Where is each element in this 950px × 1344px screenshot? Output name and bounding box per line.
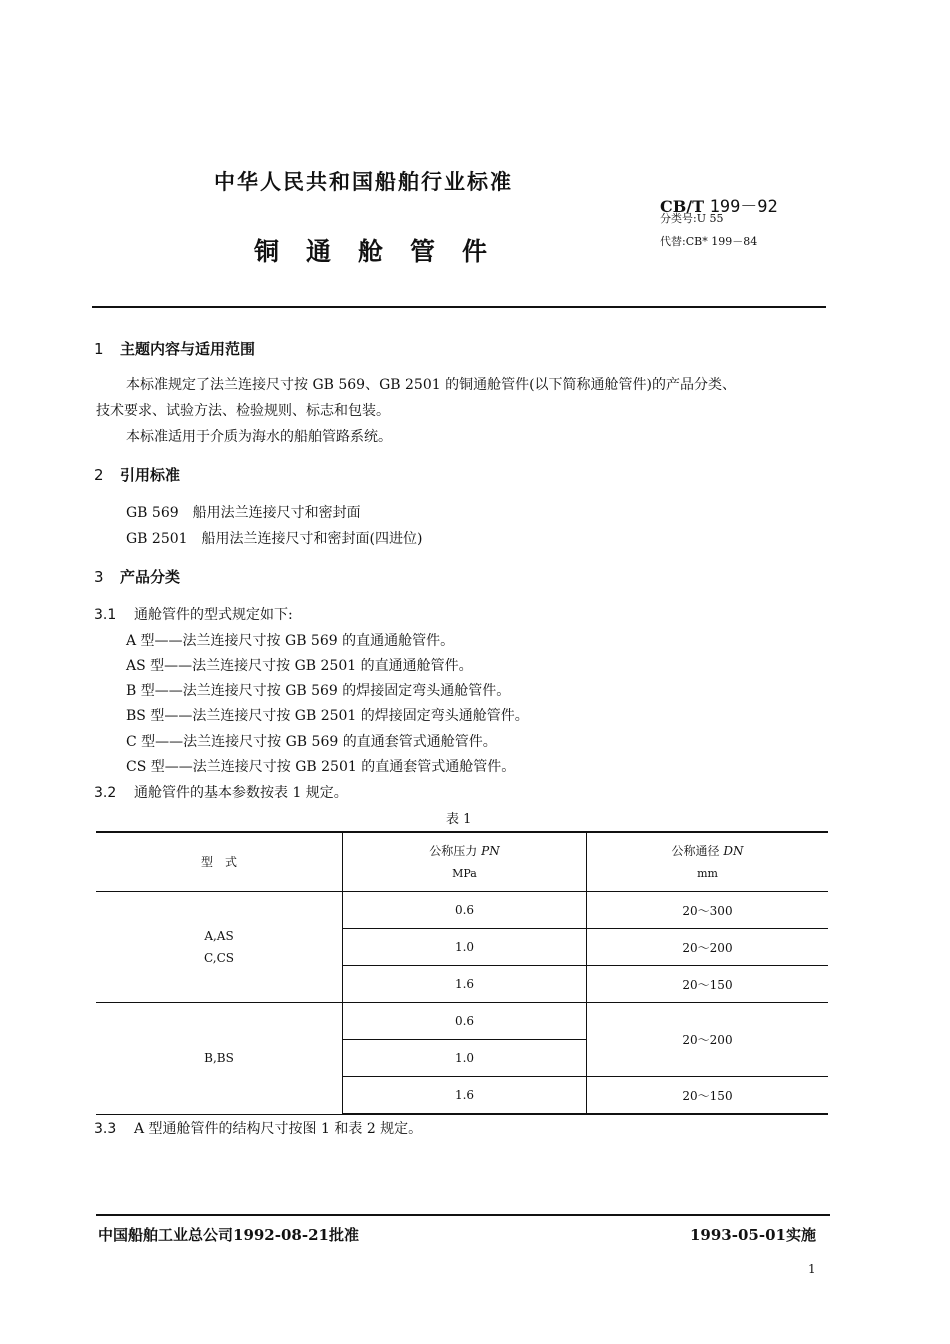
type-a: A 型——法兰连接尺寸按 GB 569 的直通通舱管件。	[126, 633, 455, 649]
table-row	[96, 892, 828, 929]
section-1-number: 1	[94, 340, 104, 358]
header-pressure-label: 公称压力	[429, 843, 478, 858]
header-pressure-symbol: PN	[481, 843, 500, 858]
type-cs: CS 型——法兰连接尺寸按 GB 2501 的直通套管式通舱管件。	[126, 759, 516, 775]
section-3-title: 产品分类	[120, 568, 181, 586]
type-group-line-2: C,CS	[204, 951, 234, 965]
document-title: 铜通舱管件	[254, 237, 515, 266]
clause-3-2-text: 通舱管件的基本参数按表 1 规定。	[134, 785, 348, 801]
footer-rule	[96, 1214, 830, 1216]
type-b: B 型——法兰连接尺寸按 GB 569 的焊接固定弯头通舱管件。	[126, 683, 511, 699]
section-1-paragraph-2: 本标准适用于介质为海水的船舶管路系统。	[126, 429, 392, 445]
diameter-cell: 20～150	[587, 966, 829, 1003]
pressure-cell: 1.0	[343, 929, 587, 966]
diameter-cell: 20～150	[587, 1077, 829, 1115]
header-diameter	[587, 832, 829, 892]
type-group-b-bs: B,BS	[96, 1003, 343, 1115]
classification-number: 分类号:U 55	[660, 212, 724, 225]
pressure-cell: 0.6	[343, 892, 587, 929]
header-type: 型 式	[96, 832, 343, 892]
clause-3-1-number: 3.1	[94, 607, 117, 623]
type-c: C 型——法兰连接尺寸按 GB 569 的直通套管式通舱管件。	[126, 734, 497, 750]
clause-3-2	[94, 782, 348, 802]
pressure-cell: 0.6	[343, 1003, 587, 1040]
section-1-paragraph-1a: 本标准规定了法兰连接尺寸按 GB 569、GB 2501 的铜通舱管件(以下简称通舱管件)的产品分类、	[126, 377, 737, 393]
section-2-title: 引用标准	[120, 466, 181, 484]
implementation-date: 1993-05-01实施	[690, 1226, 816, 1244]
parameter-table	[96, 831, 828, 1115]
header-diameter-unit: mm	[697, 866, 718, 880]
pressure-cell: 1.0	[343, 1040, 587, 1077]
approval-line: 中国船舶工业总公司1992-08-21批准	[98, 1226, 359, 1244]
table-row	[96, 1003, 828, 1040]
section-1-heading	[94, 338, 255, 359]
type-bs: BS 型——法兰连接尺寸按 GB 2501 的焊接固定弯头通舱管件。	[126, 708, 529, 724]
header-pressure-unit: MPa	[452, 866, 477, 880]
clause-3-2-number: 3.2	[94, 785, 117, 801]
section-3-number: 3	[94, 568, 104, 586]
diameter-cell: 20～200	[587, 1003, 829, 1077]
section-3-heading	[94, 566, 180, 587]
header-rule	[92, 306, 826, 308]
standard-code: CB/T	[660, 197, 705, 216]
page-number: 1	[808, 1262, 816, 1276]
standard-num: 199－92	[709, 197, 778, 217]
reference-gb569: GB 569 船用法兰连接尺寸和密封面	[126, 505, 361, 521]
type-group-a-as-c-cs	[96, 892, 343, 1003]
clause-3-3	[94, 1118, 422, 1138]
clause-3-1	[94, 604, 293, 624]
type-as: AS 型——法兰连接尺寸按 GB 2501 的直通通舱管件。	[126, 658, 473, 674]
table-caption: 表 1	[446, 812, 472, 827]
type-group-line-1: A,AS	[204, 929, 234, 943]
section-1-paragraph-1b: 技术要求、试验方法、检验规则、标志和包装。	[96, 403, 390, 419]
reference-gb2501: GB 2501 船用法兰连接尺寸和密封面(四进位)	[126, 531, 423, 547]
table-header-row	[96, 832, 828, 892]
pressure-cell: 1.6	[343, 966, 587, 1003]
clause-3-3-number: 3.3	[94, 1121, 117, 1137]
diameter-cell: 20～200	[587, 929, 829, 966]
section-2-heading	[94, 464, 180, 485]
pressure-cell: 1.6	[343, 1077, 587, 1115]
clause-3-3-text: A 型通舱管件的结构尺寸按图 1 和表 2 规定。	[134, 1121, 423, 1137]
header-diameter-symbol: DN	[723, 843, 744, 858]
clause-3-1-text: 通舱管件的型式规定如下:	[134, 607, 293, 623]
header-pressure	[343, 832, 587, 892]
section-2-number: 2	[94, 466, 104, 484]
replaces-standard: 代替:CB* 199－84	[660, 235, 758, 248]
header-diameter-label: 公称通径	[671, 843, 720, 858]
section-1-title: 主题内容与适用范围	[120, 340, 256, 358]
org-title: 中华人民共和国船舶行业标准	[214, 169, 513, 194]
diameter-cell: 20～300	[587, 892, 829, 929]
